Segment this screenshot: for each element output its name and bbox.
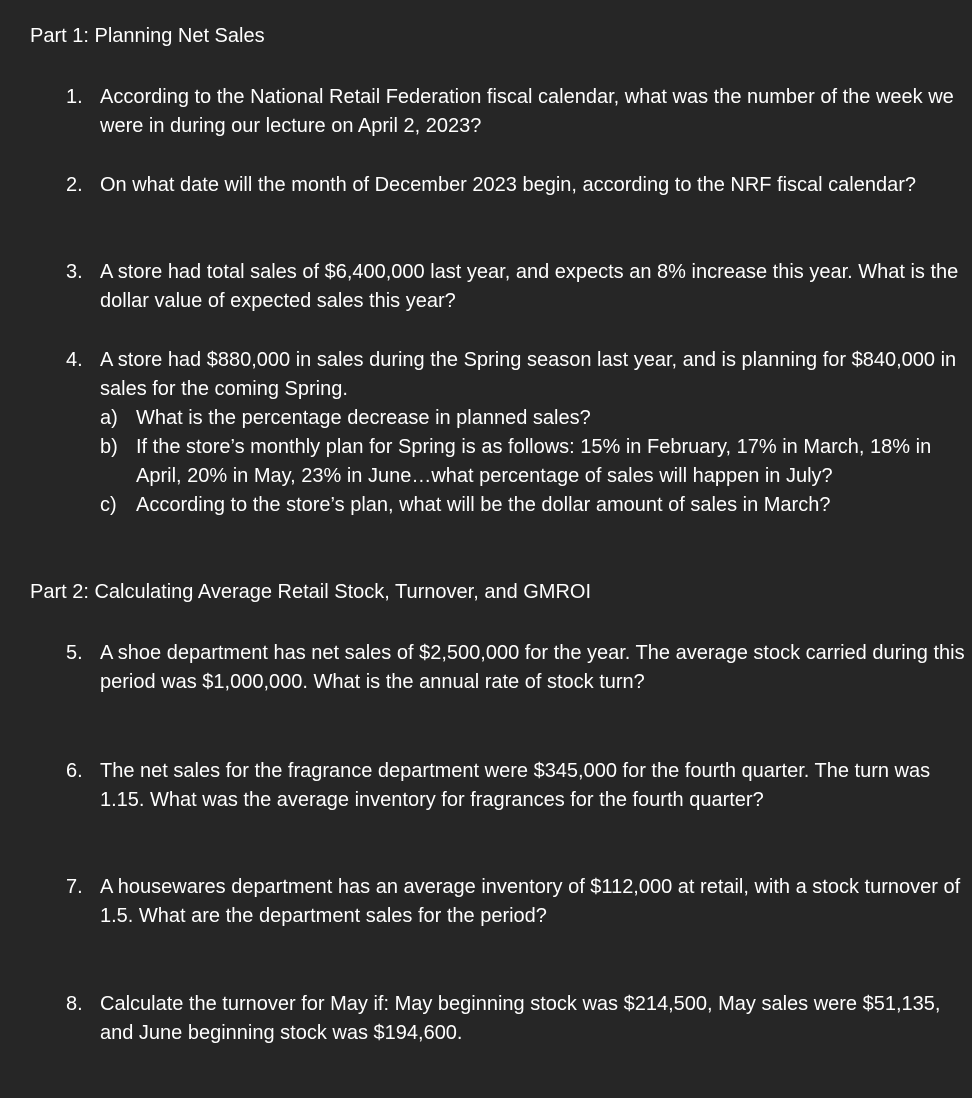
- question-number: 8.: [66, 993, 83, 1015]
- part2-heading: Part 2: Calculating Average Retail Stock, Turnover, and GMROI: [30, 581, 592, 603]
- question-8: [66, 990, 966, 1048]
- question-3: [66, 258, 966, 316]
- question-6: [66, 757, 966, 815]
- subquestion-list: [100, 404, 966, 520]
- subquestion-letter: c): [100, 494, 117, 516]
- subquestion-text: If the store’s monthly plan for Spring is as follows: 15% in February, 17% in March, 18% in April, 20% in May, 23% in June…what percentage of sales will happen in July?: [136, 436, 932, 487]
- question-7: [66, 873, 966, 931]
- question-text: The net sales for the fragrance department were $345,000 for the fourth quarter. The turn was 1.15. What was the average inventory for fragrances for the fourth quarter?: [100, 760, 931, 811]
- question-text: A housewares department has an average inventory of $112,000 at retail, with a stock turnover of 1.5. What are the department sales for the period?: [100, 876, 961, 927]
- question-text: Calculate the turnover for May if: May beginning stock was $214,500, May sales were $51,135, and June beginning stock was $194,600.: [100, 993, 941, 1044]
- question-5: [66, 639, 966, 697]
- question-number: 1.: [66, 86, 83, 108]
- question-2: [66, 171, 966, 200]
- question-number: 4.: [66, 349, 83, 371]
- question-text: A shoe department has net sales of $2,500,000 for the year. The average stock carried during this period was $1,000,000. What is the annual rate of stock turn?: [100, 642, 965, 693]
- subquestion-text: What is the percentage decrease in planned sales?: [136, 407, 591, 429]
- subquestion-letter: b): [100, 436, 118, 458]
- question-number: 3.: [66, 261, 83, 283]
- subquestion-b: [100, 433, 966, 491]
- subquestion-c: [100, 491, 966, 520]
- question-number: 6.: [66, 760, 83, 782]
- question-text: According to the National Retail Federation fiscal calendar, what was the number of the week we were in during our lecture on April 2, 2023?: [100, 86, 954, 137]
- question-1: [66, 83, 966, 141]
- question-text: A store had $880,000 in sales during the Spring season last year, and is planning for $840,000 in sales for the coming Spring.: [100, 349, 957, 400]
- question-number: 7.: [66, 876, 83, 898]
- question-number: 2.: [66, 174, 83, 196]
- question-text: On what date will the month of December 2023 begin, according to the NRF fiscal calendar?: [100, 174, 916, 196]
- part1-heading: Part 1: Planning Net Sales: [30, 25, 265, 47]
- question-text: A store had total sales of $6,400,000 last year, and expects an 8% increase this year. What is the dollar value of expected sales this year?: [100, 261, 959, 312]
- question-number: 5.: [66, 642, 83, 664]
- subquestion-letter: a): [100, 407, 118, 429]
- question-4: [66, 346, 966, 520]
- subquestion-a: [100, 404, 966, 433]
- subquestion-text: According to the store’s plan, what will be the dollar amount of sales in March?: [136, 494, 831, 516]
